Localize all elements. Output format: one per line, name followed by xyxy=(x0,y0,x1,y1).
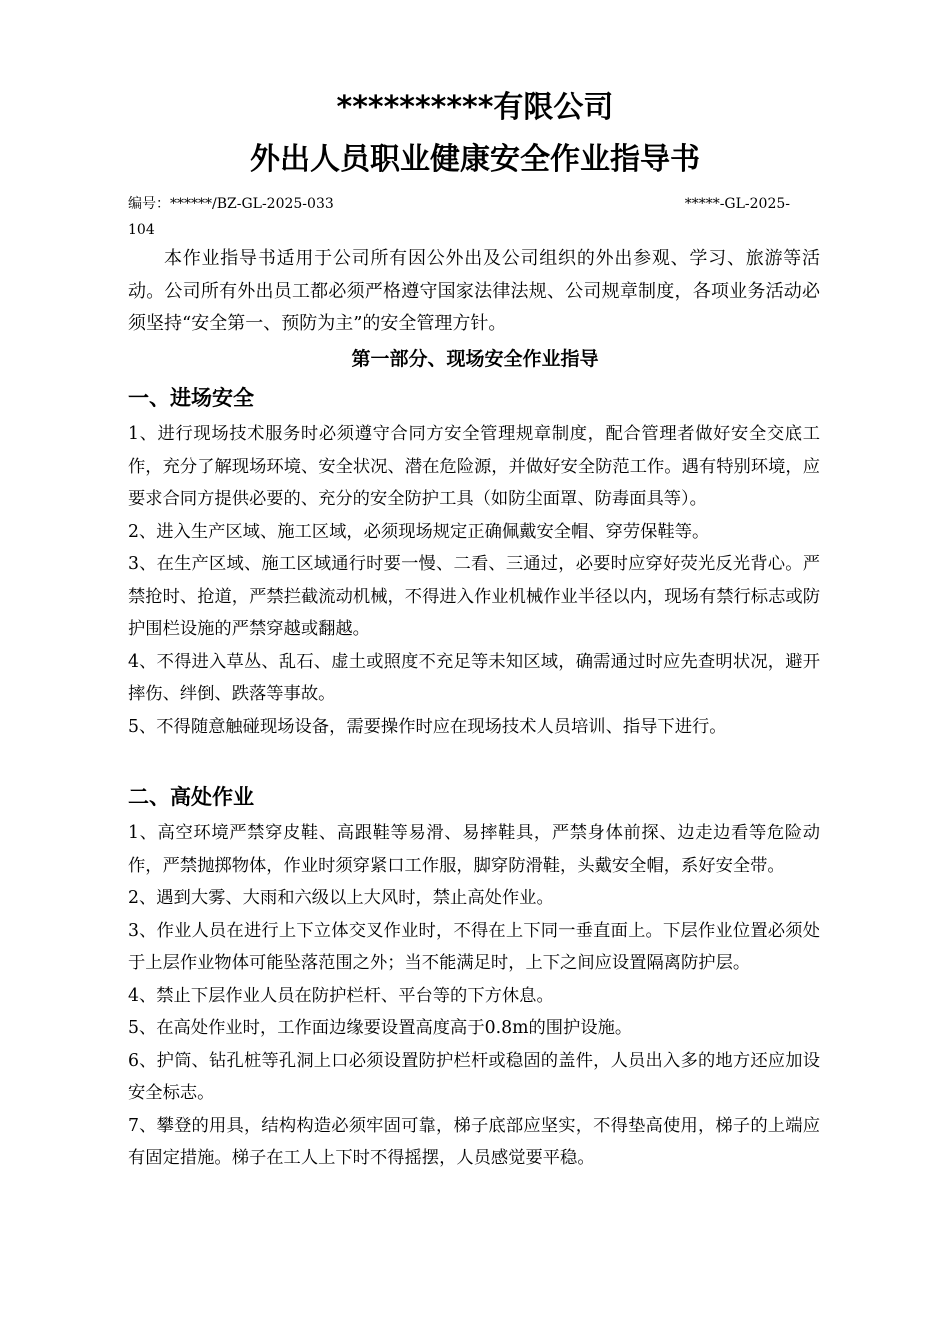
list-item: 7、攀登的用具，结构构造必须牢固可靠，梯子底部应坚实，不得垫高使用，梯子的上端应有固定措施。梯子在工人上下时不得摇摆，人员感觉要平稳。 xyxy=(128,1115,820,1168)
list-item: 5、不得随意触碰现场设备，需要操作时应在现场技术人员培训、指导下进行。 xyxy=(128,716,727,737)
document-number xyxy=(128,190,790,242)
list-item: 4、禁止下层作业人员在防护栏杆、平台等的下方休息。 xyxy=(128,985,554,1006)
doc-number-right: *****-GL-2025- xyxy=(684,196,790,212)
list-item: 2、进入生产区域、施工区域，必须现场规定正确佩戴安全帽、穿劳保鞋等。 xyxy=(128,521,710,542)
part-title: 第一部分、现场安全作业指导 xyxy=(351,348,599,370)
list-item: 3、作业人员在进行上下立体交叉作业时，不得在上下同一垂直面上。下层作业位置必须处于上层作业物体可能坠落范围之外；当不能满足时，上下之间应设置隔离防护层。 xyxy=(128,920,820,973)
document-title: 外出人员职业健康安全作业指导书 xyxy=(250,142,700,177)
list-item: 4、不得进入草丛、乱石、虚土或照度不充足等未知区域，确需通过时应先查明状况，避开摔伤、绊倒、跌落等事故。 xyxy=(128,651,820,704)
list-item: 5、在高处作业时，工作面边缘要设置高度高于0.8m的围护设施。 xyxy=(128,1018,633,1038)
list-item: 2、遇到大雾、大雨和六级以上大风时，禁止高处作业。 xyxy=(128,888,554,908)
list-item: 6、护筒、钻孔桩等孔洞上口必须设置防护栏杆或稳固的盖件，人员出入多的地方还应加设安全标志。 xyxy=(128,1050,820,1103)
doc-number-wrap: 104 xyxy=(128,222,155,238)
section-items-entry-safety xyxy=(128,418,820,743)
section-heading-height-work: 二、高处作业 xyxy=(128,785,254,809)
list-item: 3、在生产区域、施工区域通行时要一慢、二看、三通过，必要时应穿好荧光反光背心。严禁抢时、抢道，严禁拦截流动机械，不得进入作业机械作业半径以内，现场有禁行标志或防护围栏设施的严禁穿越或翻越。 xyxy=(128,554,820,639)
section-items-height-work xyxy=(128,817,820,1175)
intro-paragraph: 本作业指导书适用于公司所有因公外出及公司组织的外出参观、学习、旅游等活动。公司所有外出员工都必须严格遵守国家法律法规、公司规章制度，各项业务活动必须坚持“安全第一、预防为主”的安全管理方针。 xyxy=(128,248,820,334)
company-name: **********有限公司 xyxy=(336,90,614,125)
doc-number-left: 编号：******/BZ-GL-2025-033 xyxy=(128,196,334,212)
list-item: 1、进行现场技术服务时必须遵守合同方安全管理规章制度，配合管理者做好安全交底工作，充分了解现场环境、安全状况、潜在危险源，并做好安全防范工作。遇有特别环境，应要求合同方提供必要的、充分的安全防护工具（如防尘面罩、防毒面具等）。 xyxy=(128,424,820,509)
list-item: 1、高空环境严禁穿皮鞋、高跟鞋等易滑、易摔鞋具，严禁身体前探、边走边看等危险动作，严禁抛掷物体，作业时须穿紧口工作服，脚穿防滑鞋，头戴安全帽，系好安全带。 xyxy=(128,823,820,876)
section-heading-entry-safety: 一、进场安全 xyxy=(128,386,254,410)
